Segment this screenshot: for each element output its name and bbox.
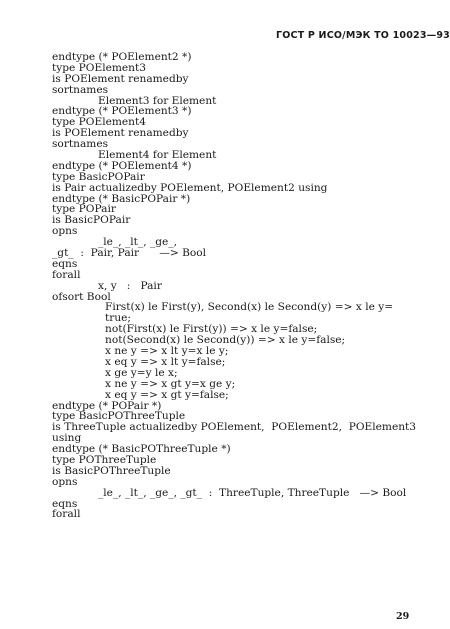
text-line: type POElement3 xyxy=(52,61,146,74)
text-line: is Pair actualizedby POElement, POElement2 using xyxy=(52,181,328,194)
text-line: _le_, _lt_, _ge_, _gt_ : ThreeTuple, ThreeTuple —> Bool xyxy=(98,486,407,499)
text-line: x ne y => x gt y=x ge y; xyxy=(105,377,236,390)
text-line: x, y : Pair xyxy=(98,279,162,292)
text-line: endtype (* POElement4 *) xyxy=(52,159,192,172)
text-line: using xyxy=(52,432,82,445)
text-line: type BasicPOThreeTuple xyxy=(52,410,186,423)
text-line: forall xyxy=(52,268,81,281)
text-line: x eq y => x gt y=false; xyxy=(105,388,229,401)
document-header: ГОСТ Р ИСО/МЭК ТО 10023—93 xyxy=(276,30,450,41)
text-line: Element3 for Element xyxy=(98,94,217,107)
text-line: eqns xyxy=(52,497,78,510)
text-line: is POElement renamedby xyxy=(52,72,189,85)
text-line: _gt_ : Pair, Pair —> Bool xyxy=(52,247,207,260)
text-line: sortnames xyxy=(52,138,109,151)
text-line: is BasicPOThreeTuple xyxy=(52,464,171,477)
text-line: _le_, _lt_, _ge_, xyxy=(98,236,177,249)
text-line: ofsort Bool xyxy=(52,290,111,303)
specification-text xyxy=(52,52,422,520)
text-line: not(Second(x) le Second(y)) => x le y=false; xyxy=(105,334,346,347)
text-line: x eq y => x lt y=false; xyxy=(105,355,226,368)
text-line: is ThreeTuple actualizedby POElement, POElement2, POElement3 xyxy=(52,421,417,434)
text-line: endtype (* BasicPOThreeTuple *) xyxy=(52,443,231,456)
text-line: x ge y=y le x; xyxy=(105,366,178,379)
text-line: type POElement4 xyxy=(52,116,146,129)
text-line: sortnames xyxy=(52,83,109,96)
text-line: not(First(x) le First(y)) => x le y=false; xyxy=(105,323,318,336)
text-line: is POElement renamedby xyxy=(52,127,189,140)
text-line: type POPair xyxy=(52,203,116,216)
text-line: type BasicPOPair xyxy=(52,170,145,183)
text-line: endtype (* POElement3 *) xyxy=(52,105,192,118)
text-line: endtype (* POPair *) xyxy=(52,399,162,412)
text-line: endtype (* BasicPOPair *) xyxy=(52,192,191,205)
text-line: opns xyxy=(52,475,78,488)
text-line: is BasicPOPair xyxy=(52,214,131,227)
text-line: true; xyxy=(105,312,131,325)
page-number: 29 xyxy=(396,611,410,622)
text-line: Element4 for Element xyxy=(98,149,217,162)
text-line: eqns xyxy=(52,257,78,270)
text-line: endtype (* POElement2 *) xyxy=(52,51,192,63)
text-line: opns xyxy=(52,225,78,238)
text-line: x ne y => x lt y=x le y; xyxy=(105,345,229,358)
text-line: type POThreeTuple xyxy=(52,453,157,466)
text-line: forall xyxy=(52,508,81,521)
text-line: First(x) le First(y), Second(x) le Second(y) => x le y= xyxy=(105,301,394,314)
